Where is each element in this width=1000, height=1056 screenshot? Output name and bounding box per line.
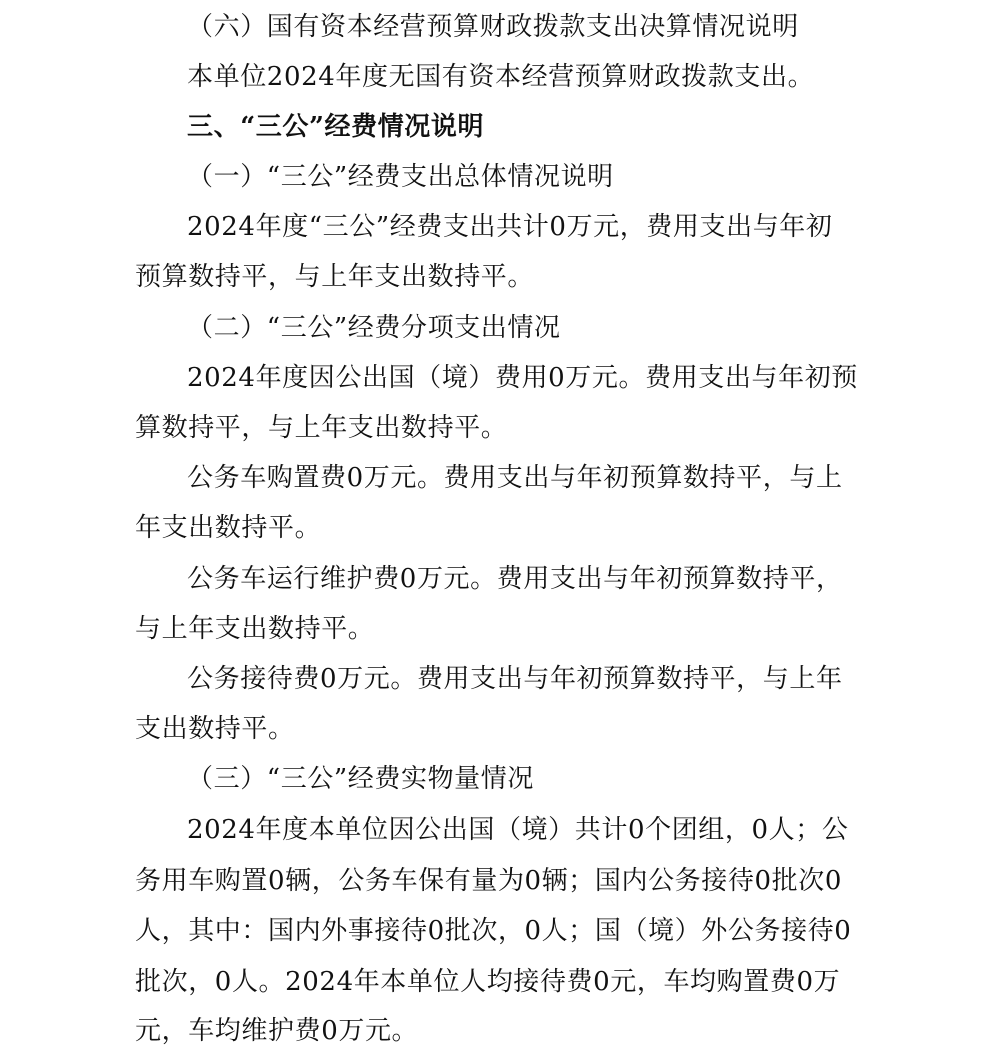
paragraph-line: 预算数持平，与上年支出数持平。	[135, 262, 535, 292]
paragraph-line: 元，车均维护费0万元。	[135, 1016, 419, 1046]
paragraph-line: 年支出数持平。	[135, 513, 322, 543]
subheading-three: （三）“三公”经费实物量情况	[187, 764, 534, 794]
paragraph-line: 本单位2024年度无国有资本经营预算财政拨款支出。	[187, 62, 815, 92]
paragraph-line: 批次，0人。2024年本单位人均接待费0元，车均购置费0万	[135, 967, 841, 997]
section-heading-six: （六）国有资本经营预算财政拨款支出决算情况说明	[187, 12, 799, 42]
paragraph-line: 2024年度因公出国（境）费用0万元。费用支出与年初预	[187, 363, 858, 393]
paragraph-line: 务用车购置0辆，公务车保有量为0辆；国内公务接待0批次0	[135, 866, 842, 896]
section-heading-three: 三、“三公”经费情况说明	[187, 112, 485, 142]
subheading-two: （二）“三公”经费分项支出情况	[187, 313, 561, 343]
paragraph-line: 人，其中：国内外事接待0批次，0人；国（境）外公务接待0	[135, 916, 852, 946]
paragraph-line: 公务接待费0万元。费用支出与年初预算数持平，与上年	[187, 664, 843, 694]
paragraph-line: 与上年支出数持平。	[135, 614, 375, 644]
subheading-one: （一）“三公”经费支出总体情况说明	[187, 162, 614, 192]
paragraph-line: 2024年度本单位因公出国（境）共计0个团组，0人；公	[187, 815, 849, 845]
paragraph-line: 公务车购置费0万元。费用支出与年初预算数持平，与上	[187, 463, 843, 493]
paragraph-line: 算数持平，与上年支出数持平。	[135, 413, 508, 443]
paragraph-line: 支出数持平。	[135, 714, 295, 744]
paragraph-line: 2024年度“三公”经费支出共计0万元，费用支出与年初	[187, 212, 833, 242]
paragraph-line: 公务车运行维护费0万元。费用支出与年初预算数持平，	[187, 564, 843, 594]
